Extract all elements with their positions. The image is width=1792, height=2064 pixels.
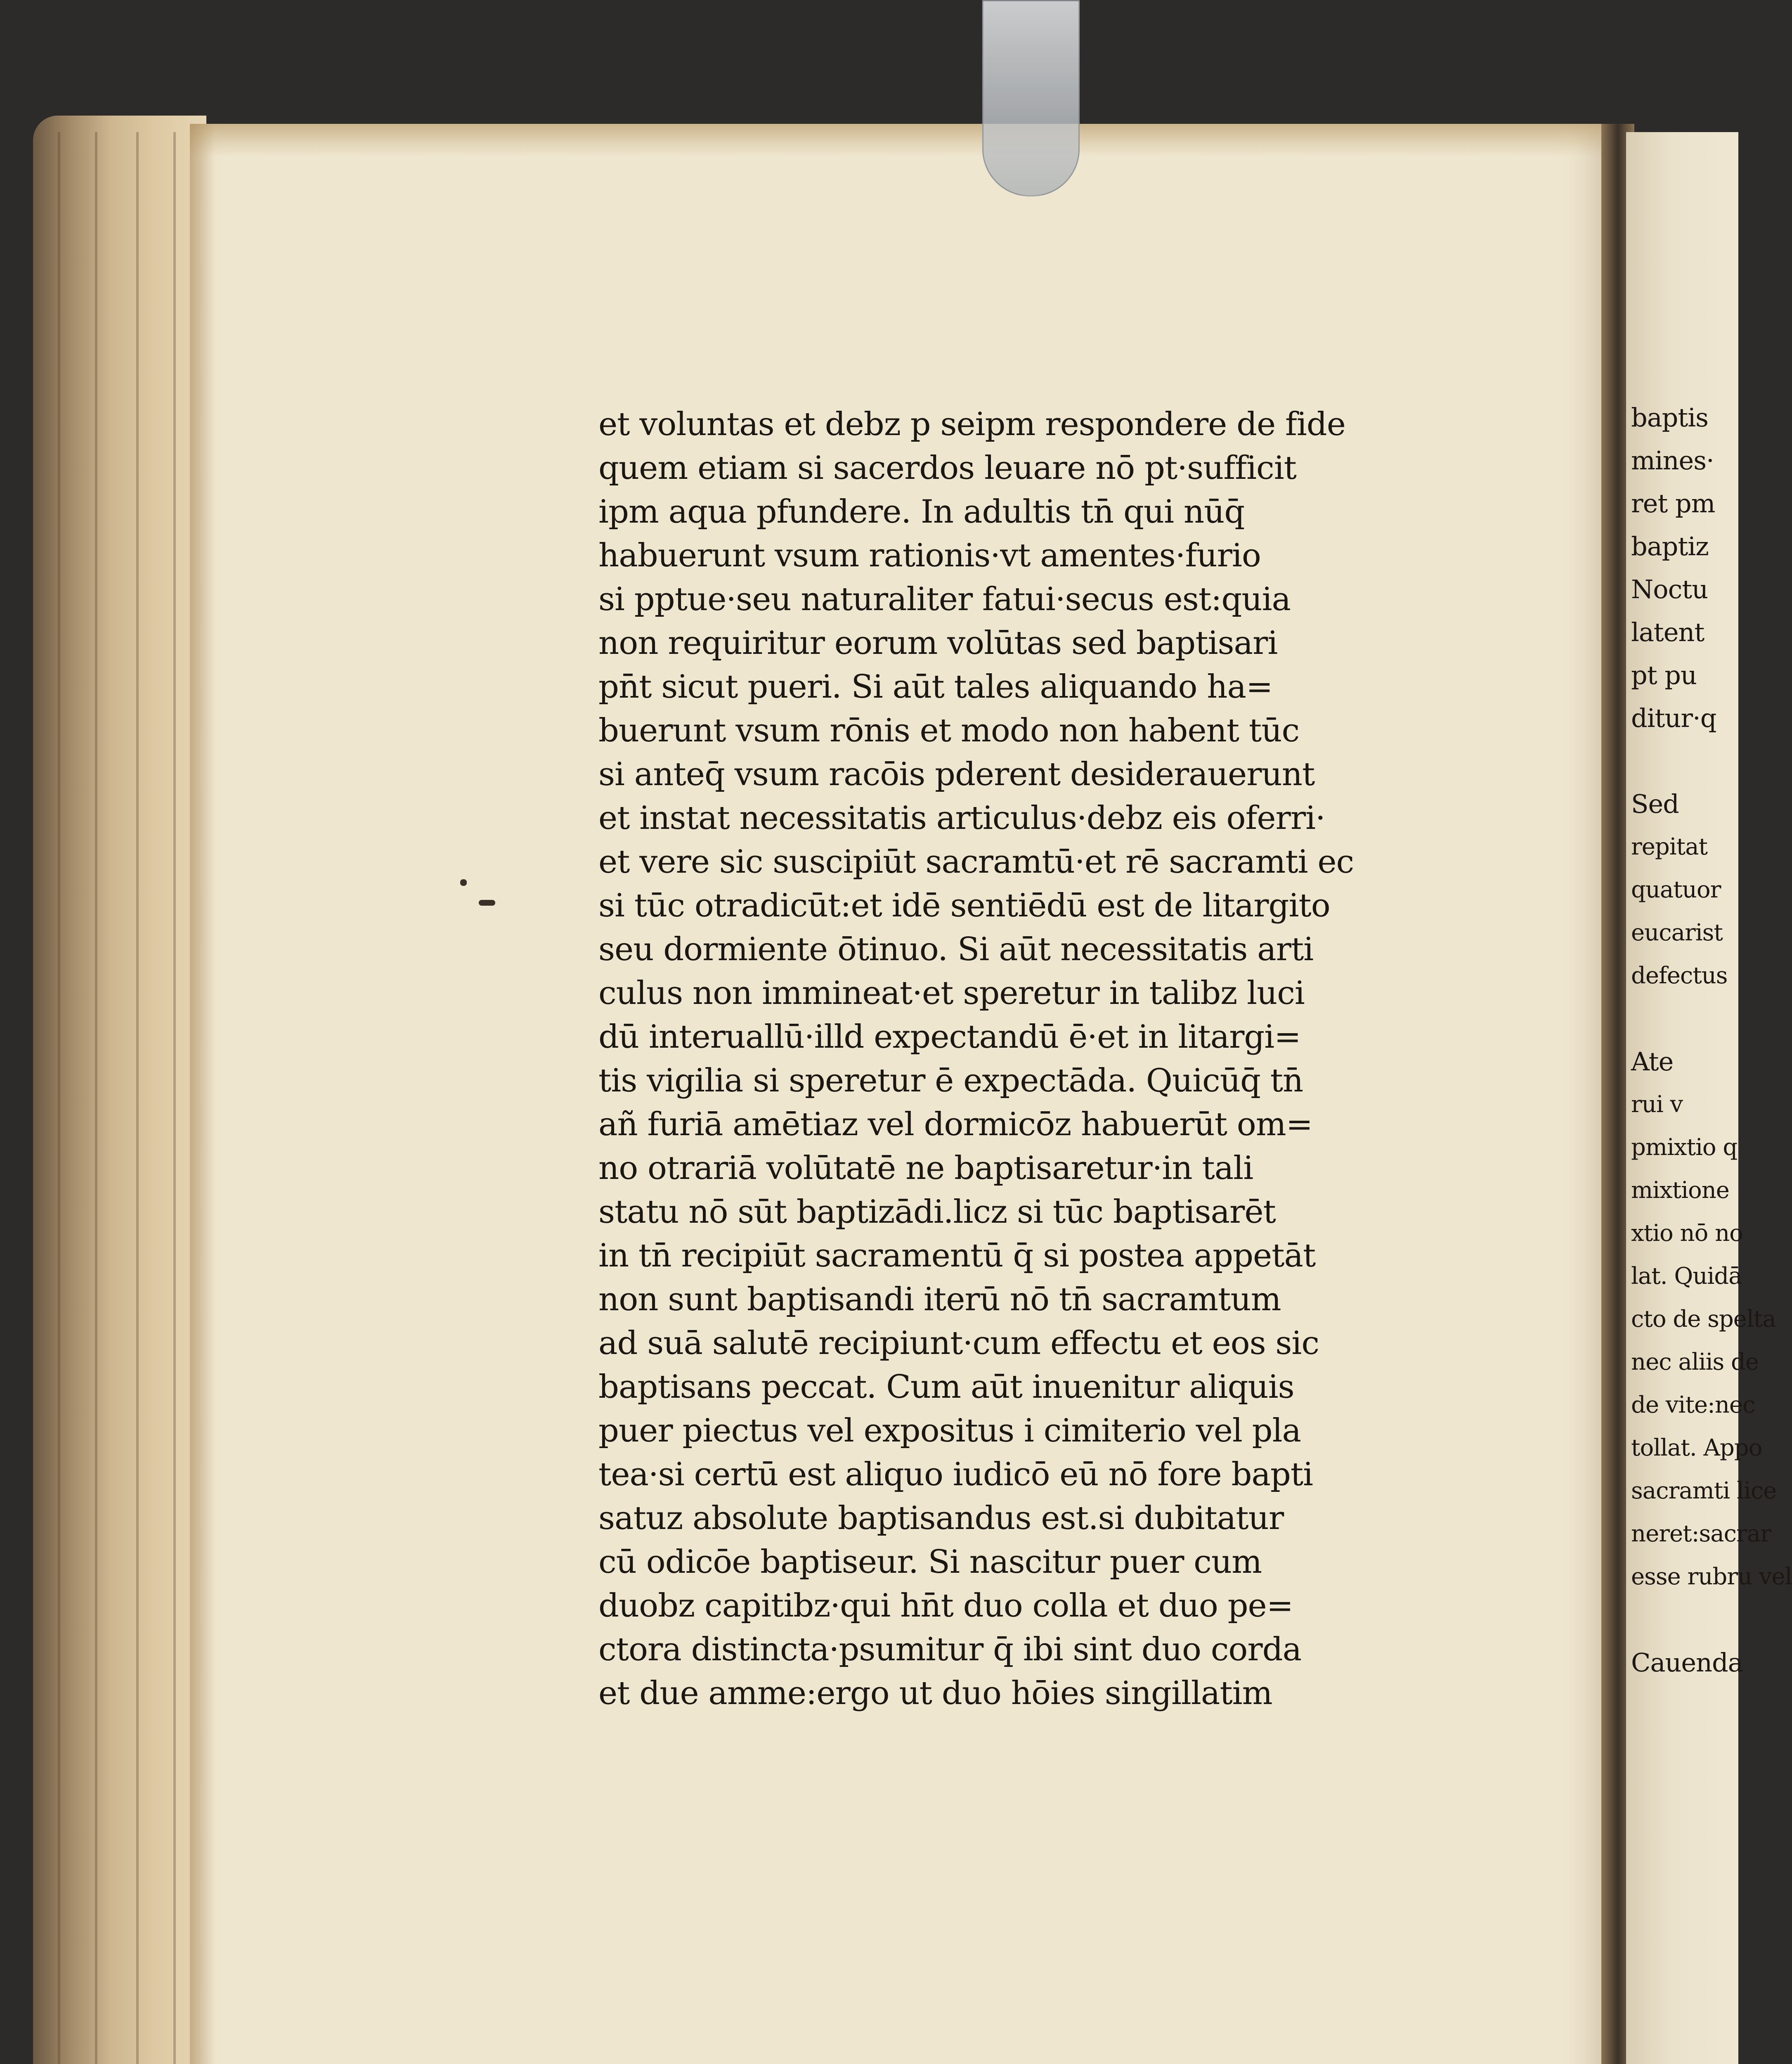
text-line: de vite:nec (1631, 1392, 1755, 1418)
text-line: latent (1631, 617, 1705, 647)
text-line: baptisans peccat. Cum aūt inuenitur aliquis (598, 1368, 1294, 1406)
text-line: repitat (1631, 833, 1708, 860)
text-line: no otrariā volūtatē ne baptisaretur·in tali (598, 1150, 1253, 1187)
page-stain-top (190, 124, 1610, 157)
right-text-column (1631, 396, 1792, 1684)
text-line: lat. Quidā (1631, 1263, 1742, 1290)
main-text-column (598, 402, 1407, 1715)
text-line (1631, 997, 1738, 1040)
text-line: tollat. Appo (1631, 1434, 1762, 1461)
text-line: si anteq̄ vsum racōis pderent desiderauerunt (598, 756, 1315, 793)
text-line: mines· (1631, 445, 1714, 476)
ink-smudge (479, 900, 495, 906)
book-fore-edge (33, 116, 206, 2064)
text-line: esse rubru vel (1631, 1563, 1792, 1590)
text-line: Ate (1631, 1046, 1674, 1077)
text-line: cto de spelta (1631, 1306, 1776, 1333)
edge-ridge (136, 132, 139, 2064)
page-stain-left (190, 124, 215, 2064)
text-line: culus non immineat·et speretur in talibz luci (598, 975, 1305, 1012)
text-line: mixtione (1631, 1177, 1729, 1204)
text-line: habuerunt vsum rationis·vt amentes·furio (598, 537, 1261, 574)
edge-ridge (95, 132, 97, 2064)
text-line: ret pm (1631, 488, 1715, 518)
text-line: et vere sic suscipiūt sacramtū·et rē sacramti ec (598, 843, 1354, 881)
text-line: añ furiā amētiaz vel dormicōz habuerūt om= (598, 1106, 1313, 1143)
edge-ridge (173, 132, 176, 2064)
text-line: statu nō sūt baptizādi.licz si tūc baptisarēt (598, 1193, 1276, 1231)
text-line: pn̄t sicut pueri. Si aūt tales aliquando ha= (598, 668, 1273, 705)
text-line: Cauenda (1631, 1647, 1743, 1678)
text-line: baptis (1631, 402, 1708, 433)
text-line: eucarist (1631, 919, 1723, 946)
text-line: ad suā salutē recipiunt·cum effectu et eos sic (598, 1325, 1319, 1362)
text-line: defectus (1631, 962, 1728, 989)
text-line: non sunt baptisandi iterū nō tn̄ sacramtum (598, 1281, 1281, 1318)
text-line: tis vigilia si speretur ē expectāda. Quicūq̄ tn̄ (598, 1062, 1303, 1099)
text-line: satuz absolute baptisandus est.si dubitatur (598, 1500, 1284, 1537)
text-line: seu dormiente ōtinuo. Si aūt necessitatis arti (598, 931, 1314, 968)
page-clip-top (982, 0, 1080, 196)
text-line: tea·si certū est aliquo iudicō eū nō fore bapti (598, 1456, 1313, 1493)
text-line: quatuor (1631, 876, 1721, 903)
text-line (1631, 740, 1738, 783)
right-page (1626, 132, 1792, 2064)
text-line: sacramti lice (1631, 1477, 1777, 1504)
text-line: Noctu (1631, 574, 1708, 604)
text-line: dū interuallū·illd expectandū ē·et in litargi= (598, 1018, 1301, 1056)
text-line: nec aliis de (1631, 1349, 1759, 1375)
text-line: in tn̄ recipiūt sacramentū q̄ si postea appetāt (598, 1237, 1316, 1274)
text-line: neret:sacrar (1631, 1520, 1771, 1547)
text-line: rui v (1631, 1091, 1683, 1118)
text-line: ipm aqua pfundere. In adultis tn̄ qui nūq̄ (598, 493, 1245, 530)
text-line: et due amme:ergo ut duo hōies singillatim (598, 1675, 1272, 1712)
text-line: non requiritur eorum volūtas sed baptisari (598, 625, 1278, 662)
text-line: cū odicōe baptiseur. Si nascitur puer cum (598, 1543, 1262, 1581)
text-line: si pptue·seu naturaliter fatui·secus est:quia (598, 581, 1291, 618)
text-line: Sed (1631, 789, 1679, 819)
text-line: ctora distincta·psumitur q̄ ibi sint duo corda (598, 1631, 1302, 1668)
text-line: pmixtio q (1631, 1134, 1738, 1161)
text-line: ditur·q (1631, 703, 1716, 733)
text-line: si tūc otradicūt:et idē sentiēdū est de litargito (598, 887, 1330, 924)
ink-dot (460, 879, 467, 886)
text-line (1631, 1598, 1738, 1641)
text-line: baptiz (1631, 531, 1709, 561)
text-line: quem etiam si sacerdos leuare nō pt·sufficit (598, 450, 1297, 487)
text-line: pt pu (1631, 660, 1697, 690)
text-line: xtio nō no (1631, 1220, 1743, 1247)
text-line: puer piectus vel expositus i cimiterio vel pla (598, 1412, 1301, 1449)
text-line: buerunt vsum rōnis et modo non habent tūc (598, 712, 1300, 749)
text-line: duobz capitibz·qui hn̄t duo colla et duo pe= (598, 1587, 1293, 1624)
edge-ridge (58, 132, 60, 2064)
text-line: et instat necessitatis articulus·debz eis oferri· (598, 800, 1325, 837)
text-line: et voluntas et debz p seipm respondere de fide (598, 406, 1345, 443)
